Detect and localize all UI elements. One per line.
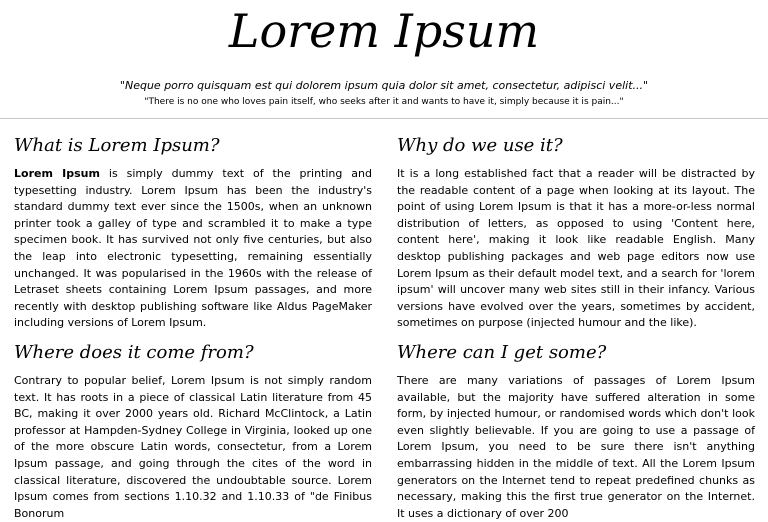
header-divider xyxy=(0,118,768,119)
latin-quote: "Neque porro quisquam est qui dolorem ipsum quia dolor sit amet, consectetur, adipisci velit..." xyxy=(119,79,649,92)
section-body xyxy=(14,166,372,332)
site-header xyxy=(0,0,768,120)
section-body: Contrary to popular belief, Lorem Ipsum is not simply random text. It has roots in a piece of classical Latin literature from 45 BC, making it over 2000 years old. Richard McClintock, a Latin professor at Hampden-Sydney College in Virginia, looked up one of the more obscure Latin words, consectetur, from a Lorem Ipsum passage, and going through the cites of the word in classical literature, discovered the undoubtable source. Lorem Ipsum comes from sections 1.10.32 and 1.10.33 of "de Finibus Bonorum xyxy=(14,374,372,520)
section-title: Where does it come from? xyxy=(14,342,254,363)
section-body: There are many variations of passages of Lorem Ipsum available, but the majority have suffered alteration in some form, by injected humour, or randomised words which don't look even slightly believable. If you are going to use a passage of Lorem Ipsum, you need to be sure there isn't anything embarrassing hidden in the middle of text. All the Lorem Ipsum generators on the Internet tend to repeat predefined chunks as necessary, making this the first true generator on the Internet. It uses a dictionary of over 200 xyxy=(397,374,755,520)
section-where-get xyxy=(397,342,755,522)
section-title: What is Lorem Ipsum? xyxy=(14,135,220,156)
section-body: It is a long established fact that a reader will be distracted by the readable content of a page when looking at its layout. The point of using Lorem Ipsum is that it has a more-or-less normal distribution of letters, as opposed to using 'Content here, content here', making it look like readable English. Many desktop publishing packages and web page editors now use Lorem Ipsum as their default model text, and a search for 'lorem ipsum' will uncover many web sites still in their infancy. Various versions have evolved over the years, sometimes by accident, sometimes on purpose (injected humour and the like). xyxy=(397,167,755,330)
section-where-from xyxy=(14,342,372,522)
section-what-is xyxy=(14,135,372,332)
site-logo[interactable]: Lorem Ipsum xyxy=(228,4,540,58)
section-why xyxy=(397,135,755,332)
section-title: Where can I get some? xyxy=(397,342,607,363)
body-text: is simply dummy text of the printing and typesetting industry. Lorem Ipsum has been the industry's standard dummy text ever since the 1500s, when an unknown printer took a galley of type and scrambled it to make a type specimen book. It has survived not only five centuries, but also the leap into electronic typesetting, remaining essentially unchanged. It was popularised in the 1960s with the release of Letraset sheets containing Lorem Ipsum passages, and more recently with desktop publishing software like Aldus PageMaker including versions of Lorem Ipsum. xyxy=(14,167,372,330)
lead-term: Lorem Ipsum xyxy=(14,167,100,180)
english-quote: "There is no one who loves pain itself, who seeks after it and wants to have it, simply because it is pain..." xyxy=(144,97,624,107)
section-title: Why do we use it? xyxy=(397,135,563,156)
